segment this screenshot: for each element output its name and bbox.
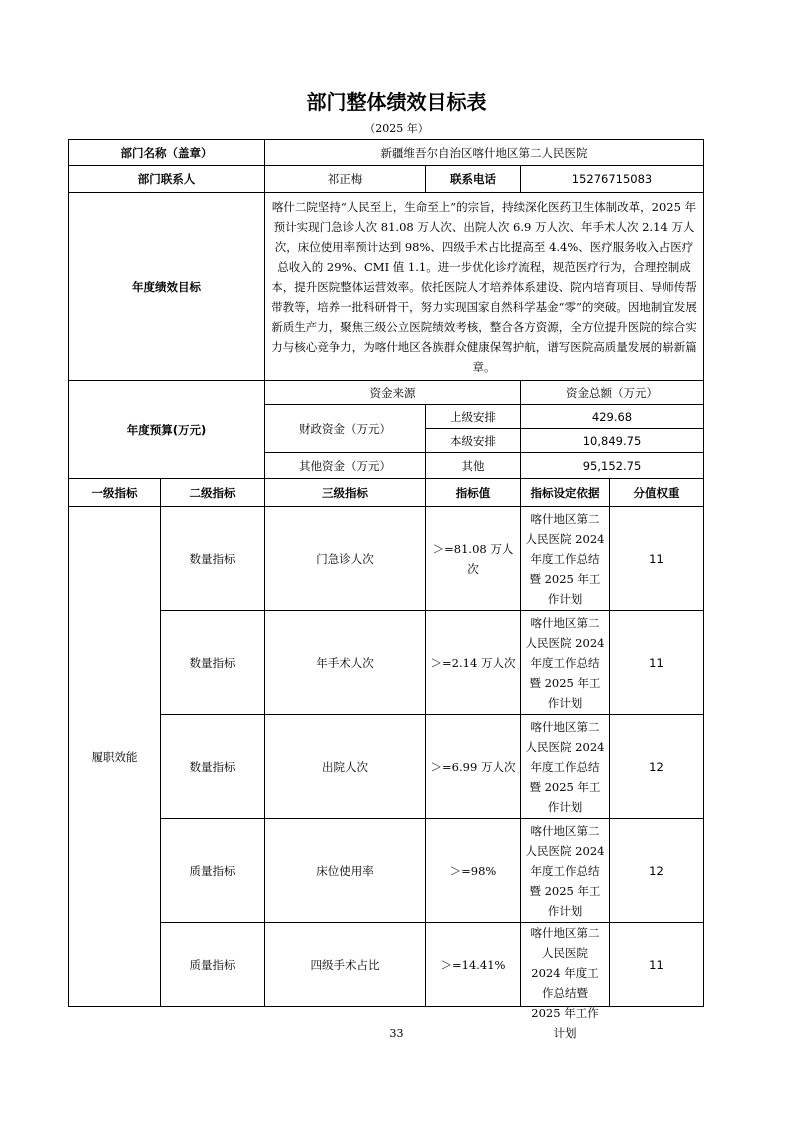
level3-value: 年手术人次 (265, 611, 426, 715)
phone-label: 联系电话 (426, 166, 521, 193)
weight-value: 12 (610, 819, 704, 923)
basis-value: 喀什地区第二人民医院 2024 年度工作总结暨 2025 年工作计划 (521, 507, 610, 611)
contact-row (69, 166, 704, 193)
indicator-value: ＞=2.14 万人次 (426, 611, 521, 715)
level3-value: 出院人次 (265, 715, 426, 819)
table-row (69, 611, 704, 715)
indicator-header-row (69, 479, 704, 507)
level3-value: 门急诊人次 (265, 507, 426, 611)
basis-value: 喀什地区第二人民医院 2024 年度工作总结暨 2025 年工作计划 (521, 819, 610, 923)
other-label: 其他资金（万元） (265, 453, 426, 479)
total-header: 资金总额（万元） (521, 381, 704, 405)
level3-value: 四级手术占比 (265, 923, 426, 1007)
upper-label: 上级安排 (426, 405, 521, 429)
weight-value: 11 (610, 923, 704, 1007)
dept-name-label: 部门名称（盖章） (69, 140, 265, 166)
weight-value: 12 (610, 715, 704, 819)
indicator-value: ＞=6.99 万人次 (426, 715, 521, 819)
source-header: 资金来源 (265, 381, 521, 405)
basis-value: 喀什地区第二人民医院 2024 年度工作总结暨 2025 年工作计划 (530, 926, 600, 1040)
basis-value: 喀什地区第二人民医院 2024 年度工作总结暨 2025 年工作计划 (521, 715, 610, 819)
indicator-value: ＞=14.41% (426, 923, 521, 1007)
dept-name-row (69, 140, 704, 166)
header-basis: 指标设定依据 (521, 479, 610, 507)
page-number: 33 (389, 1027, 404, 1040)
level2-value: 数量指标 (161, 715, 265, 819)
goal-row (69, 193, 704, 381)
basis-cell (521, 923, 610, 1040)
dept-name-value: 新疆维吾尔自治区喀什地区第二人民医院 (265, 140, 704, 166)
year-label: （2025 年） (364, 122, 429, 135)
level2-value: 数量指标 (161, 611, 265, 715)
header-level1: 一级指标 (69, 479, 161, 507)
phone-value: 15276715083 (521, 166, 704, 193)
header-value: 指标值 (426, 479, 521, 507)
indicator-value: ＞=81.08 万人次 (426, 507, 521, 611)
basis-value: 喀什地区第二人民医院 2024 年度工作总结暨 2025 年工作计划 (521, 611, 610, 715)
local-label: 本级安排 (426, 429, 521, 453)
contact-label: 部门联系人 (69, 166, 265, 193)
header-level2: 二级指标 (161, 479, 265, 507)
other-sub-label: 其他 (426, 453, 521, 479)
header-weight: 分值权重 (610, 479, 704, 507)
weight-value: 11 (610, 611, 704, 715)
weight-value: 11 (610, 507, 704, 611)
table-row (69, 923, 704, 1007)
level2-value: 质量指标 (161, 819, 265, 923)
level2-value: 数量指标 (161, 507, 265, 611)
upper-value: 429.68 (521, 405, 704, 429)
indicator-value: ＞=98% (426, 819, 521, 923)
level1-value: 履职效能 (69, 507, 161, 1007)
budget-header-row (69, 381, 704, 405)
table-row (69, 507, 704, 611)
page-title: 部门整体绩效目标表 (306, 90, 487, 114)
other-value: 95,152.75 (521, 453, 704, 479)
table-row (69, 715, 704, 819)
local-value: 10,849.75 (521, 429, 704, 453)
header-level3: 三级指标 (265, 479, 426, 507)
table-row (69, 819, 704, 923)
level2-value: 质量指标 (161, 923, 265, 1007)
level3-value: 床位使用率 (265, 819, 426, 923)
contact-value: 祁正梅 (265, 166, 426, 193)
budget-label: 年度预算(万元) (69, 381, 265, 479)
goal-label: 年度绩效目标 (69, 193, 265, 381)
goal-text: 喀什二院坚持“人民至上，生命至上”的宗旨，持续深化医药卫生体制改革，2025 年预计实现门急诊人次 81.08 万人次、出院人次 6.9 万人次、年手术人次 2.14 万人次，床位使用率预计达到 98%、四级手术占比提高至 4.4%、医疗服务收入占医疗总收入的 29%、CMI 值 1.1。进一步优化诊疗流程，规范医疗行为，合理控制成本，提升医院整体运营效率。依托医院人才培养体系建设、院内培育项目、导师传帮带教等，培养一批科研骨干，努力实现国家自然科学基金“零”的突破。因地制宜发展新质生产力，聚焦三级公立医院绩效考核，整合各方资源，全方位提升医院的综合实力与核心竞争力，为喀什地区各族群众健康保驾护航，谱写医院高质量发展的崭新篇章。 (265, 193, 704, 381)
fiscal-label: 财政资金（万元） (265, 405, 426, 453)
